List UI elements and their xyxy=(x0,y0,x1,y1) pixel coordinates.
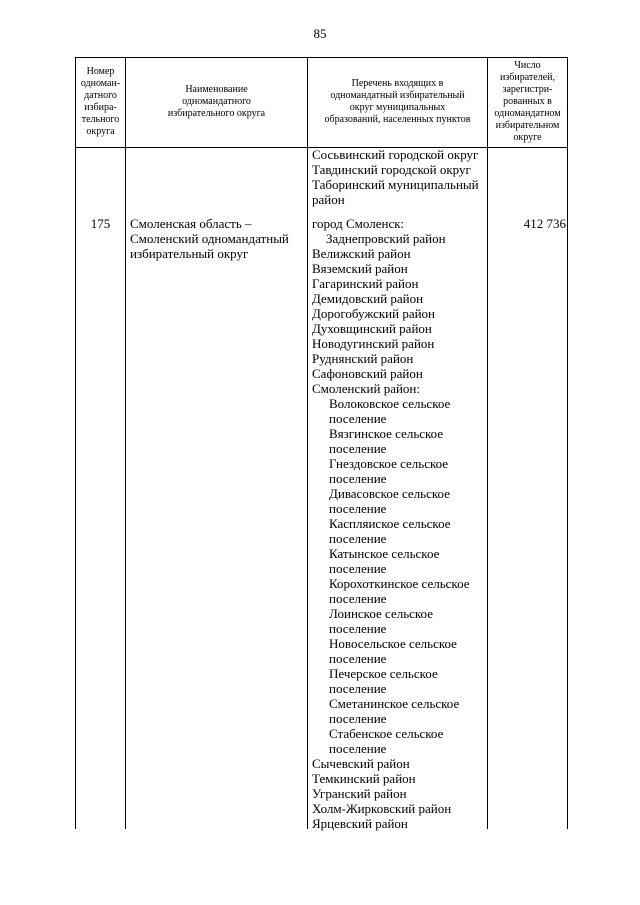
list-item: поселение xyxy=(329,741,387,756)
list-item: Гнездовское сельское xyxy=(329,456,449,471)
list-item: Сафоновский район xyxy=(312,366,423,381)
column-divider-3 xyxy=(487,57,488,829)
header-line: датного xyxy=(84,90,117,101)
list-item: Ярцевский район xyxy=(312,816,408,831)
list-item: поселение xyxy=(329,531,387,546)
voter-count: 412 736 xyxy=(523,216,566,231)
header-line: избирательном xyxy=(495,120,560,131)
header-line: Наименование xyxy=(185,84,248,95)
table-border-left xyxy=(75,57,76,829)
list-item: Дивасовское сельское xyxy=(329,486,450,501)
header-municipalities xyxy=(308,57,487,147)
list-item: Холм-Жирковский район xyxy=(312,801,452,816)
list-item: Стабенское сельское xyxy=(329,726,444,741)
header-line: избирательного округа xyxy=(167,108,266,119)
list-item: город Смоленск: xyxy=(312,216,405,231)
header-voter-count xyxy=(488,57,567,147)
header-line: образований, населенных пунктов xyxy=(324,114,471,125)
district-number: 175 xyxy=(90,216,111,231)
list-item: Дорогобужский район xyxy=(312,306,436,321)
district-name xyxy=(130,216,289,261)
list-item: поселение xyxy=(329,501,387,516)
page-number: 85 xyxy=(313,26,327,41)
header-line: избира- xyxy=(84,102,117,113)
list-item: Новосельское сельское xyxy=(329,636,457,651)
column-divider-2 xyxy=(307,57,308,829)
header-line: округа xyxy=(86,126,115,137)
list-item: Темкинский район xyxy=(312,771,416,786)
header-line: Номер xyxy=(86,66,115,77)
list-item: Сосьвинский городской округ xyxy=(312,147,479,162)
header-district-name xyxy=(126,57,307,147)
list-item: Новодугинский район xyxy=(312,336,435,351)
list-item: Велижский район xyxy=(312,246,411,261)
list-item: Демидовский район xyxy=(312,291,424,306)
district-name-line: избирательный округ xyxy=(130,246,249,261)
list-item: Тавдинский городской округ xyxy=(312,162,471,177)
list-item: Духовщинский район xyxy=(312,321,432,336)
header-line: Перечень входящих в xyxy=(351,78,444,89)
list-item: Гагаринский район xyxy=(312,276,419,291)
header-district-number xyxy=(76,57,125,147)
municipality-list xyxy=(312,216,470,831)
list-item: поселение xyxy=(329,441,387,456)
header-line: одномандатного xyxy=(182,96,251,107)
list-item: поселение xyxy=(329,561,387,576)
list-item: Корохоткинское сельское xyxy=(329,576,470,591)
list-item: поселение xyxy=(329,411,387,426)
list-item: Каспляиское сельское xyxy=(329,516,451,531)
header-line: округе xyxy=(513,132,542,143)
list-item: Сычевский район xyxy=(312,756,410,771)
column-divider-1 xyxy=(125,57,126,829)
list-item: Печерское сельское xyxy=(329,666,438,681)
list-item: поселение xyxy=(329,621,387,636)
list-item: Угранский район xyxy=(312,786,407,801)
districts-table xyxy=(75,57,568,829)
list-item: Смоленский район: xyxy=(312,381,420,396)
list-item: Таборинский муниципальный xyxy=(312,177,479,192)
list-item: поселение xyxy=(329,651,387,666)
list-item: Руднянский район xyxy=(312,351,414,366)
district-name-line: Смоленский одномандатный xyxy=(130,231,289,246)
list-item: район xyxy=(312,192,345,207)
header-line: одномандатный избирательный xyxy=(330,90,465,101)
district-name-line: Смоленская область – xyxy=(130,216,252,231)
header-line: округ муниципальных xyxy=(349,102,446,113)
list-item: поселение xyxy=(329,591,387,606)
table-border-right xyxy=(567,57,568,829)
list-item: поселение xyxy=(329,471,387,486)
list-item: Катынское сельское xyxy=(329,546,440,561)
list-item: Лоинское сельское xyxy=(329,606,433,621)
continuation-list xyxy=(312,147,479,207)
list-item: Волоковское сельское xyxy=(329,396,451,411)
list-item: Сметанинское сельское xyxy=(329,696,460,711)
list-item: Вяземский район xyxy=(312,261,408,276)
header-line: одномандатном xyxy=(494,108,561,119)
list-item: поселение xyxy=(329,681,387,696)
list-item: Вязгинское сельское xyxy=(329,426,444,441)
list-item: Заднепровский район xyxy=(326,231,446,246)
header-line: Число xyxy=(514,60,541,71)
header-line: рованных в xyxy=(503,96,552,107)
header-line: избирателей, xyxy=(499,72,555,83)
header-line: тельного xyxy=(81,114,120,125)
header-line: зарегистри- xyxy=(502,84,553,95)
header-line: одноман- xyxy=(80,78,121,89)
list-item: поселение xyxy=(329,711,387,726)
